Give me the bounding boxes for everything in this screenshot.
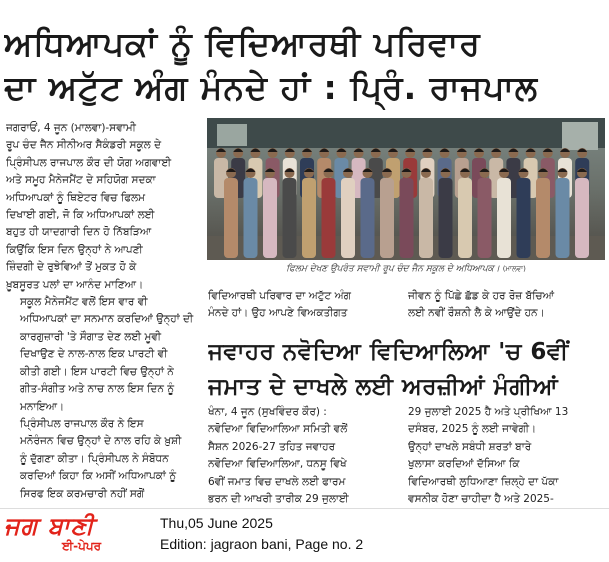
photo-figure-body bbox=[536, 178, 550, 258]
photo-figure-body bbox=[575, 178, 589, 258]
text-line: ਮਨਾਇਆ। bbox=[20, 400, 65, 413]
article2-column1 bbox=[208, 404, 402, 508]
text-line: ਖ਼ੂਬਸੂਰਤ ਪਲਾਂ ਦਾ ਆਨੰਦ ਮਾਣਿਆ। bbox=[6, 278, 144, 291]
article1-para1 bbox=[6, 120, 198, 294]
photo-figure-body bbox=[439, 178, 453, 258]
photo-figure-body bbox=[400, 178, 414, 258]
jagbani-logo[interactable] bbox=[4, 511, 150, 557]
text-line: ਬਹੁਤ ਹੀ ਯਾਦਗਾਰੀ ਦਿਨ ਹੋ ਨਿੱਬੜਿਆ bbox=[6, 226, 152, 239]
text-line: ਸਕੂਲ ਮੈਨੇਜਮੈਂਟ ਵਲੋਂ ਇਸ ਵਾਰ ਵੀ bbox=[20, 296, 148, 309]
text-line: ਭਰਨ ਦੀ ਆਖਰੀ ਤਾਰੀਕ 29 ਜੁਲਾਈ bbox=[208, 493, 349, 506]
article2-column2 bbox=[408, 404, 605, 508]
article1-para2 bbox=[6, 294, 198, 416]
text-line: ਲਈ ਨਵੀਂ ਰੌਸ਼ਨੀ ਲੈ ਕੇ ਆਉਂਦੇ ਹਨ। bbox=[408, 307, 545, 320]
text-line: ਮਨੋਰੰਜਨ ਵਿਚ ਉਨ੍ਹਾਂ ਦੇ ਨਾਲ ਰਹਿ ਕੇ ਖ਼ੁਸ਼ੀ bbox=[20, 435, 182, 448]
photo-caption-credit: (ਮਾਲਵਾ) bbox=[502, 265, 526, 273]
text-line: 29 ਜੁਲਾਈ 2025 ਹੈ ਅਤੇ ਪ੍ਰੀਖਿਆ 13 bbox=[408, 406, 569, 418]
photo-figure-body bbox=[244, 178, 258, 258]
text-line: ਅਧਿਆਪਕਾਂ ਦਾ ਸਨਮਾਨ ਕਰਦਿਆਂ ਉਨ੍ਹਾਂ ਦੀ bbox=[20, 313, 194, 326]
main-headline-line2: ਦਾ ਅਟੁੱਟ ਅੰਗ ਮੰਨਦੇ ਹਾਂ : ਪ੍ਰਿੰ. ਰਾਜਪਾਲ bbox=[4, 68, 539, 107]
article1-column2-text bbox=[208, 288, 398, 323]
photo-figure-body bbox=[419, 178, 433, 258]
footer-divider bbox=[0, 508, 609, 509]
text-line: ਮੰਨਦੇ ਹਾਂ। ਉਹ ਆਪਣੇ ਵਿਅਕਤੀਗਤ bbox=[208, 307, 348, 320]
article2-column2-text bbox=[408, 404, 605, 508]
photo-figure-body bbox=[283, 178, 297, 258]
photo-figure-body bbox=[361, 178, 375, 258]
text-line: ਨੂੰ ਦੁੱਗਣਾ ਕੀਤਾ। ਪ੍ਰਿੰਸੀਪਲ ਨੇ ਸੰਬੋਧਨ bbox=[20, 452, 169, 465]
text-line: ਦਸੰਬਰ, 2025 ਨੂੰ ਲਈ ਜਾਵੇਗੀ। bbox=[408, 423, 537, 436]
article1-column1 bbox=[6, 120, 198, 510]
photo-figure-body bbox=[224, 178, 238, 258]
text-line: ਦਿਖਾਉਣ ਦੇ ਨਾਲ-ਨਾਲ ਇਕ ਪਾਰਟੀ ਵੀ bbox=[20, 348, 168, 361]
text-line: 6ਵੀਂ ਜਮਾਤ ਵਿਚ ਦਾਖਲੇ ਲਈ ਫਾਰਮ bbox=[208, 475, 346, 488]
text-line: ਜੀਵਨ ਨੂੰ ਪਿੱਛੇ ਛੱਡ ਕੇ ਹਰ ਰੋਜ਼ ਬੱਚਿਆਂ bbox=[408, 290, 555, 302]
article2-column1-text bbox=[208, 404, 402, 508]
text-line: ਵਸਨੀਕ ਹੋਣਾ ਚਾਹੀਦਾ ਹੈ ਅਤੇ 2025- bbox=[408, 493, 554, 506]
photo-figure-body bbox=[380, 178, 394, 258]
text-line: ਉਨ੍ਹਾਂ ਦਾਖਲੇ ਸਬੰਧੀ ਸ਼ਰਤਾਂ ਬਾਰੇ bbox=[408, 440, 532, 453]
edition-info: Edition: jagraon bani, Page no. 2 bbox=[160, 536, 364, 552]
article2-headline-line2: ਜਮਾਤ ਦੇ ਦਾਖਲੇ ਲਈ ਅਰਜ਼ੀਆਂ ਮੰਗੀਆਂ bbox=[208, 374, 559, 400]
group-photo bbox=[207, 118, 605, 260]
text-line: ਅਤੇ ਸਮੂਹ ਮੈਨੇਜਮੈਂਟ ਦੇ ਸਹਿਯੋਗ ਸਦਕਾ bbox=[6, 174, 156, 187]
text-line: ਕਾਰਗੁਜ਼ਾਰੀ 'ਤੇ ਸੌਗਾਤ ਦੇਣ ਲਈ ਮੂਵੀ bbox=[20, 330, 162, 343]
photo-figure-body bbox=[517, 178, 531, 258]
photo-figure-body bbox=[458, 178, 472, 258]
text-line: ਜ਼ਿੰਦਗੀ ਦੇ ਰੁਝੇਵਿਆਂ ਤੋਂ ਮੁਕਤ ਹੋ ਕੇ bbox=[6, 261, 137, 274]
text-line: ਖੁਲਾਸਾ ਕਰਦਿਆਂ ਦੱਸਿਆ ਕਿ bbox=[408, 458, 520, 471]
text-line: ਵਿਦਿਆਰਥੀ ਲੁਧਿਆਣਾ ਜ਼ਿਲ੍ਹੇ ਦਾ ਪੱਕਾ bbox=[408, 475, 559, 488]
logo-subtitle: ਈ-ਪੇਪਰ bbox=[62, 539, 102, 553]
text-line: ਨਵੋਦਿਆ ਵਿਦਿਆਲਿਆ, ਧਨਸੂ ਵਿਖੇ bbox=[208, 458, 347, 471]
text-line: ਕਿਉਂਕਿ ਇਸ ਦਿਨ ਉਨ੍ਹਾਂ ਨੇ ਆਪਣੀ bbox=[6, 243, 143, 256]
photo-figure-body bbox=[322, 178, 336, 258]
article2-headline-line1: ਜਵਾਹਰ ਨਵੋਦਿਆ ਵਿਦਿਆਲਿਆ 'ਚ 6ਵੀਂ bbox=[208, 339, 569, 365]
group-photo-image bbox=[207, 118, 605, 260]
article1-column3 bbox=[408, 288, 605, 324]
photo-caption bbox=[207, 262, 605, 276]
text-line: ਨਵੋਦਿਆ ਵਿਦਿਆਲਿਆ ਸਮਿਤੀ ਵਲੋਂ bbox=[208, 423, 348, 436]
text-line: ਕਰਦਿਆਂ ਕਿਹਾ ਕਿ ਅਸੀਂ ਅਧਿਆਪਕਾਂ ਨੂੰ bbox=[20, 470, 177, 483]
text-line: ਅਧਿਆਪਕਾਂ ਨੂੰ ਥਿਏਟਰ ਵਿਚ ਫਿਲਮ bbox=[6, 191, 146, 204]
text-line: ਪ੍ਰਿੰਸੀਪਲ ਰਾਜਪਾਲ ਕੌਰ ਦੀ ਯੋਗ ਅਗਵਾਈ bbox=[6, 156, 172, 169]
main-headline-line1: ਅਧਿਆਪਕਾਂ ਨੂੰ ਵਿਦਿਆਰਥੀ ਪਰਿਵਾਰ bbox=[4, 24, 481, 63]
text-line: ਰੂਪ ਚੰਦ ਜੈਨ ਸੀਨੀਅਰ ਸੈਕੰਡਰੀ ਸਕੂਲ ਦੇ bbox=[6, 139, 162, 152]
logo-title: ਜਗ ਬਾਣੀ bbox=[4, 511, 95, 540]
text-line: ਸੈਸ਼ਨ 2026-27 ਤਹਿਤ ਜਵਾਹਰ bbox=[208, 440, 336, 453]
photo-figure-body bbox=[302, 178, 316, 258]
article1-para3 bbox=[6, 416, 198, 503]
photo-caption-text: ਫਿਲਮ ਦੇਖਣ ਉਪਰੰਤ ਸਵਾਮੀ ਰੂਪ ਚੰਦ ਜੈਨ ਸਕੂਲ ਦੇ ਅਧਿਆਪਕ। bbox=[286, 264, 500, 274]
text-line: ਗੀਤ-ਸੰਗੀਤ ਅਤੇ ਨਾਚ ਨਾਲ ਇਸ ਦਿਨ ਨੂੰ bbox=[20, 383, 175, 396]
photo-figure-body bbox=[263, 178, 277, 258]
photo-figure-body bbox=[497, 178, 511, 258]
text-line: ਵਿਦਿਆਰਥੀ ਪਰਿਵਾਰ ਦਾ ਅਟੁੱਟ ਅੰਗ bbox=[208, 290, 351, 302]
photo-figure-body bbox=[341, 178, 355, 258]
text-line: ਕੀਤੀ ਗਈ। ਇਸ ਪਾਰਟੀ ਵਿਚ ਉਨ੍ਹਾਂ ਨੇ bbox=[20, 365, 174, 378]
article1-column3-text bbox=[408, 288, 605, 323]
photo-figure-body bbox=[478, 178, 492, 258]
text-line: ਦਿਖਾਈ ਗਈ, ਜੋ ਕਿ ਅਧਿਆਪਕਾਂ ਲਈ bbox=[6, 209, 155, 222]
article1-column2 bbox=[208, 288, 398, 324]
photo-figure-body bbox=[556, 178, 570, 258]
edition-date: Thu,05 June 2025 bbox=[160, 515, 273, 531]
text-line: ਸਿਰਫ ਇਕ ਕਰਮਚਾਰੀ ਨਹੀਂ ਸਗੋਂ bbox=[20, 487, 145, 500]
text-line: ਖੰਨਾ, 4 ਜੂਨ (ਸੁਖਵਿੰਦਰ ਕੌਰ) : bbox=[208, 406, 327, 418]
text-line: ਪ੍ਰਿੰਸੀਪਲ ਰਾਜਪਾਲ ਕੌਰ ਨੇ ਇਸ bbox=[20, 417, 144, 430]
text-line: ਜਗਰਾਓਂ, 4 ਜੂਨ (ਮਾਲਵਾ)-ਸਵਾਮੀ bbox=[6, 122, 136, 134]
